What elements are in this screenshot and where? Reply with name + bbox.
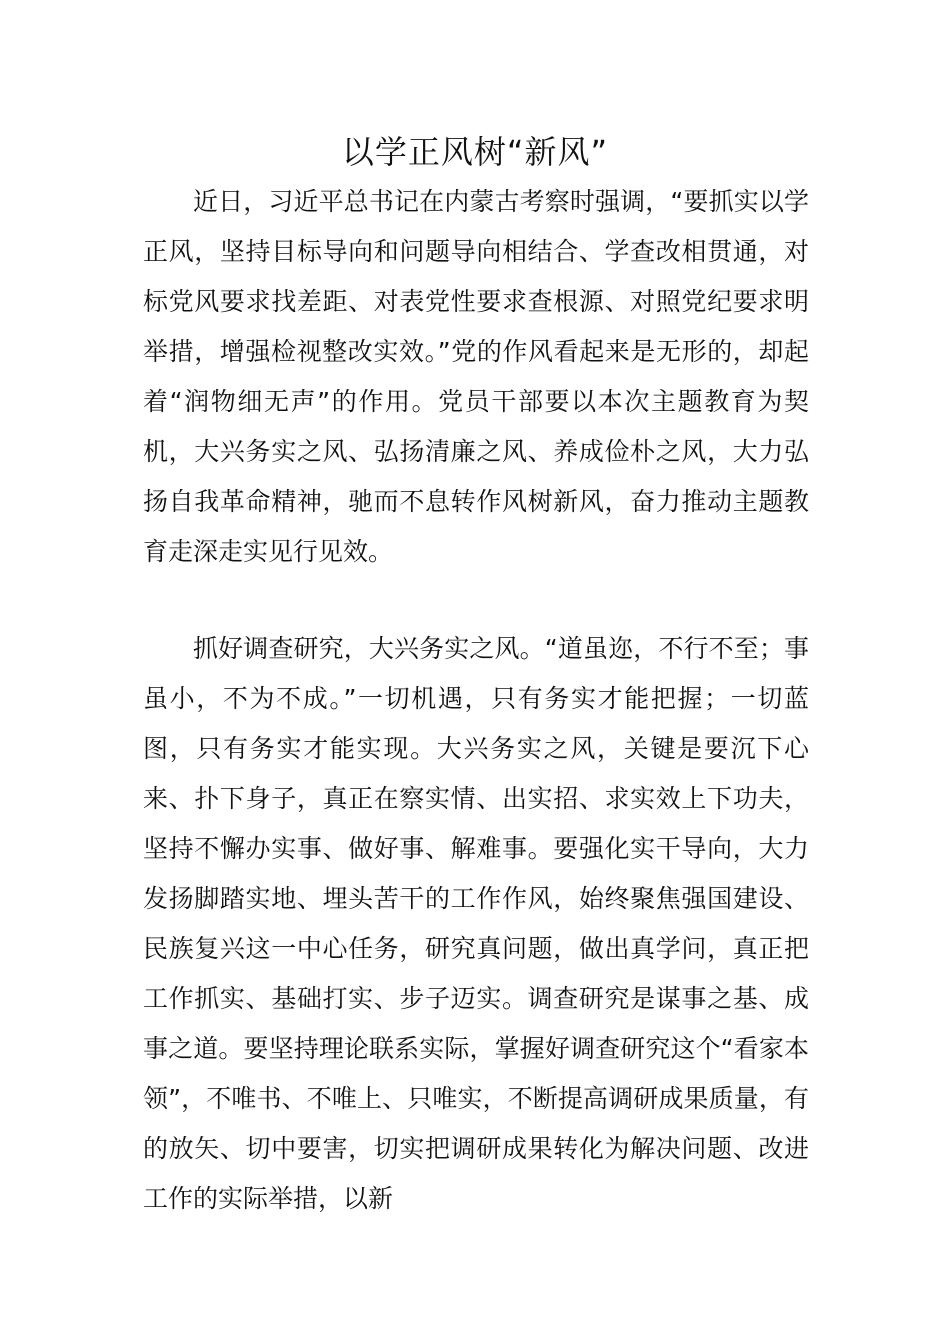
document-title: 以学正风树“新风” bbox=[341, 133, 609, 171]
paragraph-1: 近日，习近平总书记在内蒙古考察时强调，“要抓实以学正风，坚持目标导向和问题导向相结合、学查改相贯通，对标党风要求找差距、对表党性要求查根源、对照党纪要求明举措，增强检视整改实效。”党的作风看起来是无形的，却起着“润物细无声”的作用。党员干部要以本次主题教育为契机，大兴务实之风、弘扬清廉之风、养成俭朴之风，大力弘扬自我革命精神，驰而不息转作风树新风，奋力推动主题教育走深走实见行见效。 bbox=[143, 187, 809, 566]
paragraph-2: 抓好调查研究，大兴务实之风。“道虽迩，不行不至；事虽小，不为不成。”一切机遇，只有务实才能把握；一切蓝图，只有务实才能实现。大兴务实之风，关键是要沉下心来、扑下身子，真正在察实情、出实招、求实效上下功夫，坚持不懈办实事、做好事、解难事。要强化实干导向，大力发扬脚踏实地、埋头苦干的工作作风，始终聚焦强国建设、民族复兴这一中心任务，研究真问题，做出真学问，真正把工作抓实、基础打实、步子迈实。调查研究是谋事之基、成事之道。要坚持理论联系实际，掌握好调查研究这个“看家本领”，不唯书、不唯上、只唯实，不断提高调研成果质量，有的放矢、切中要害，切实把调研成果转化为解决问题、改进工作的实际举措，以新 bbox=[143, 634, 809, 1213]
paragraph-block-1 bbox=[143, 177, 809, 577]
paragraph-block-2 bbox=[143, 624, 809, 1224]
